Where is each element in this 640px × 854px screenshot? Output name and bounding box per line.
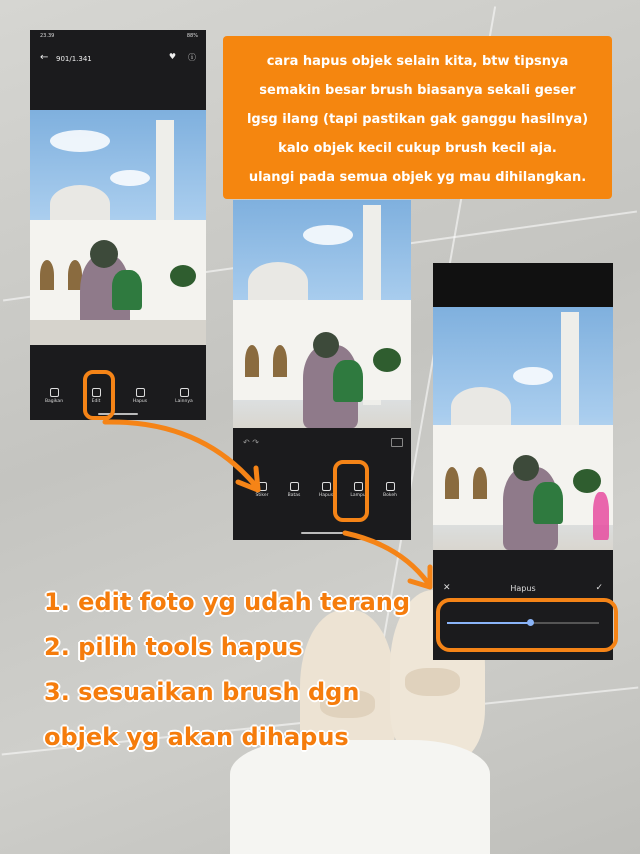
back-arrow-icon[interactable]: ← (40, 52, 49, 63)
favorite-icon[interactable]: ♥ (168, 52, 176, 61)
trash-icon (136, 388, 145, 397)
more-icon (180, 388, 189, 397)
tool-border[interactable]: Batas (279, 482, 309, 498)
edit-button[interactable]: Edit (82, 388, 110, 404)
delete-button[interactable]: Hapus (126, 388, 154, 404)
step-3: 3. sesuaikan brush dgn (44, 678, 360, 706)
tool-light[interactable]: Lampu (343, 482, 373, 498)
tool-erase[interactable]: Hapus (311, 482, 341, 498)
photo-counter: 901/1.341 (56, 55, 92, 63)
tip-line-5: ulangi pada semua objek yg mau dihilangkan. (248, 170, 587, 185)
tip-line-2: semakin besar brush biasanya sekali geser (259, 83, 576, 98)
tool-title: Hapus (510, 584, 536, 593)
home-indicator (301, 532, 343, 534)
step-3-cont: objek yg akan dihapus (44, 723, 349, 751)
battery-indicator: 88% (186, 33, 198, 39)
status-time: 23.39 (40, 33, 55, 39)
border-icon (290, 482, 299, 491)
object-to-erase[interactable] (593, 492, 609, 540)
arrow-1-to-2 (100, 410, 270, 500)
step-2: 2. pilih tools hapus (44, 633, 303, 661)
share-icon (50, 388, 59, 397)
more-button[interactable]: Lainnya (170, 388, 198, 404)
bow-right (405, 668, 460, 696)
step-1: 1. edit foto yg udah terang (44, 588, 411, 616)
eraser-icon (322, 482, 331, 491)
slider-highlight-box (436, 598, 618, 652)
tip-line-3: lgsg ilang (tapi pastikan gak ganggu hasilnya) (246, 112, 589, 127)
share-button[interactable]: Bagikan (40, 388, 68, 404)
tip-line-1: cara hapus objek selain kita, btw tipsnya (266, 54, 569, 69)
bokeh-icon (386, 482, 395, 491)
hapus-highlight-circle (333, 460, 369, 522)
white-pants (230, 740, 490, 854)
tool-sticker[interactable]: Stiker (247, 482, 277, 498)
confirm-icon[interactable]: ✓ (595, 583, 603, 593)
mosque-photo-erase (433, 307, 613, 550)
tip-box (223, 36, 612, 199)
tip-line-4: kalo objek kecil cukup brush kecil aja. (278, 141, 557, 156)
info-icon[interactable]: ⓘ (188, 53, 196, 62)
tool-bokeh[interactable]: Bokeh (375, 482, 405, 498)
close-icon[interactable]: ✕ (443, 583, 451, 593)
mosque-photo (30, 110, 206, 345)
status-bar (30, 30, 206, 40)
mosque-photo-edit (233, 200, 411, 428)
arrow-2-to-3 (340, 525, 440, 595)
undo-redo-controls[interactable]: ↶ ↷ (243, 438, 259, 447)
compare-icon[interactable] (391, 438, 403, 447)
phone-screenshot-1 (30, 30, 206, 420)
